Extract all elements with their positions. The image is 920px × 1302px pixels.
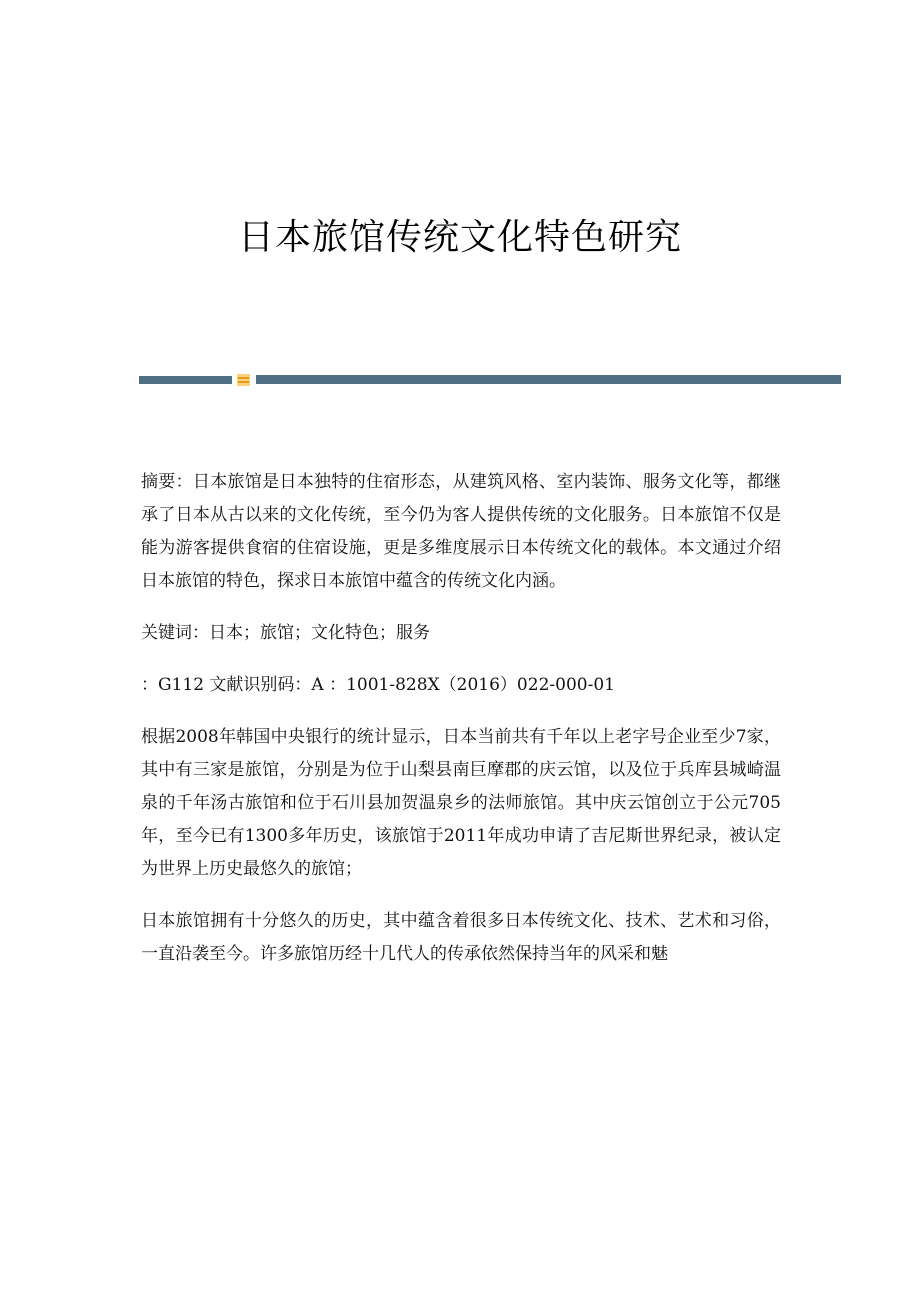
body-paragraph-1: 根据2008年韩国中央银行的统计显示，日本当前共有千年以上老字号企业至少7家，其中有三家是旅馆，分别是为位于山梨县南巨摩郡的庆云馆，以及位于兵库县城崎温泉的千年汤古旅馆和位于石川县加贺温泉乡的法师旅馆。其中庆云馆创立于公元705年，至今已有1300多年历史，该旅馆于2011年成功申请了吉尼斯世界纪录，被认定为世界上历史最悠久的旅馆； <box>141 727 781 879</box>
document-title: 日本旅馆传统文化特色研究 <box>237 217 682 258</box>
body-paragraph-2: 日本旅馆拥有十分悠久的历史，其中蕴含着很多日本传统文化、技术、艺术和习俗，一直沿袭至今。许多旅馆历经十几代人的传承依然保持当年的风采和魅 <box>141 911 781 964</box>
classification-line: ：G112 文献识别码：A ：1001-828X（2016）022-000-01 <box>141 675 615 695</box>
keywords-label: 关键词： <box>141 623 209 643</box>
divider-ornament-icon <box>237 374 250 386</box>
article-body <box>141 466 781 990</box>
abstract-text: 日本旅馆是日本独特的住宿形态，从建筑风格、室内装饰、服务文化等，都继承了日本从古以来的文化传统，至今仍为客人提供传统的文化服务。日本旅馆不仅是能为游客提供食宿的住宿设施，更是多维度展示日本传统文化的载体。本文通过介绍日本旅馆的特色，探求日本旅馆中蕴含的传统文化内涵。 <box>141 472 782 591</box>
title-divider <box>139 372 841 388</box>
abstract-label: 摘要： <box>141 472 193 492</box>
keywords-text: 日本；旅馆；文化特色；服务 <box>209 623 430 643</box>
keywords-paragraph <box>141 617 781 650</box>
divider-bar-right <box>256 375 841 384</box>
abstract-paragraph <box>141 466 781 598</box>
divider-bar-left <box>139 376 232 384</box>
